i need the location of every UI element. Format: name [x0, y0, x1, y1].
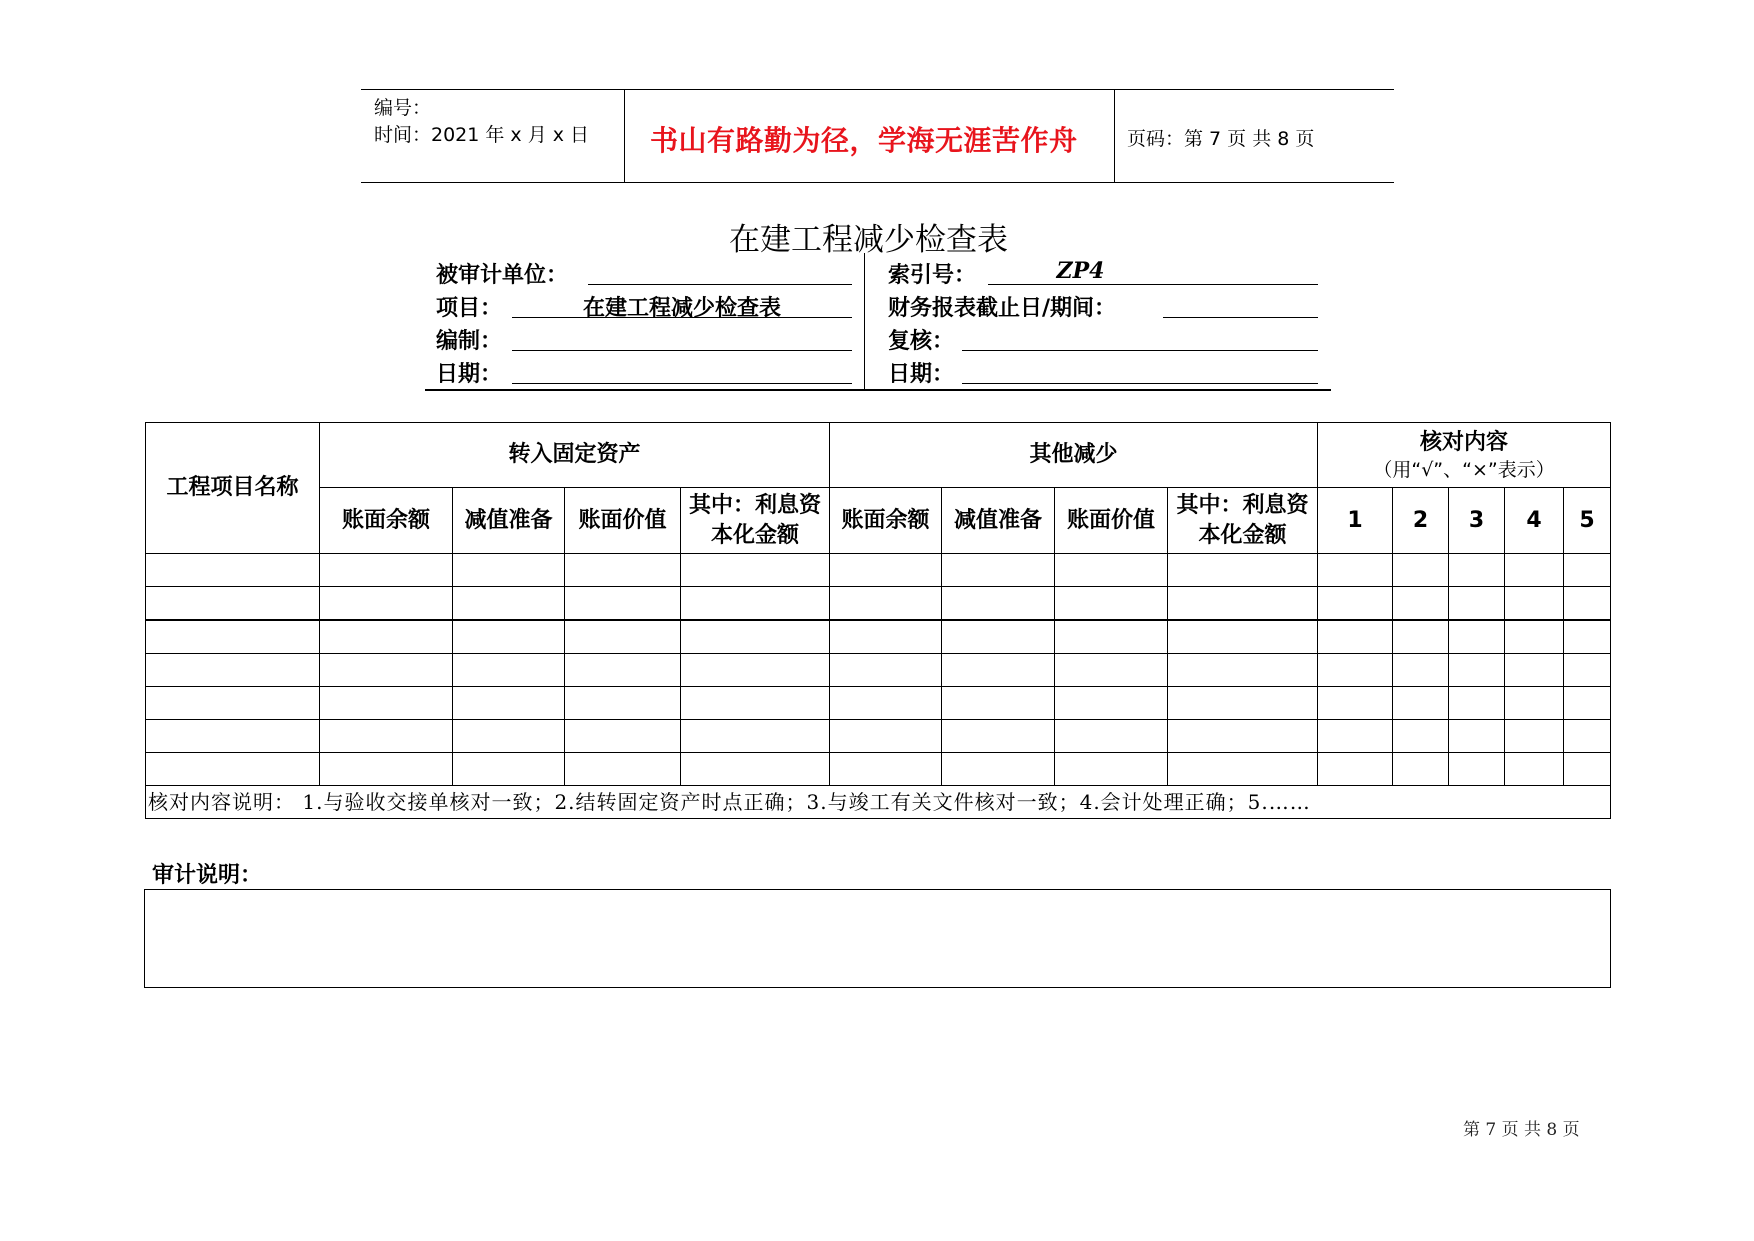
table-cell[interactable] — [320, 620, 453, 654]
table-cell[interactable] — [1449, 654, 1505, 687]
table-cell[interactable] — [681, 687, 830, 720]
table-cell[interactable] — [942, 587, 1055, 621]
table-cell[interactable] — [681, 554, 830, 587]
table-cell[interactable] — [1055, 687, 1168, 720]
table-cell[interactable] — [320, 687, 453, 720]
table-cell[interactable] — [146, 753, 320, 786]
audit-label: 审计说明： — [152, 863, 263, 888]
table-cell[interactable] — [1505, 654, 1564, 687]
table-row — [146, 720, 1611, 753]
header-divider-right — [1114, 89, 1115, 182]
group-check-title: 核对内容 — [1420, 430, 1509, 455]
audited-unit-label: 被审计单位： — [436, 263, 569, 288]
table-cell[interactable] — [681, 753, 830, 786]
table-cell[interactable] — [830, 753, 942, 786]
table-cell[interactable] — [1564, 654, 1611, 687]
table-cell[interactable] — [320, 753, 453, 786]
table-cell[interactable] — [1318, 687, 1393, 720]
table-row — [146, 753, 1611, 786]
table-cell[interactable] — [1449, 753, 1505, 786]
serial-label: 编号： — [374, 97, 432, 119]
table-cell[interactable] — [1564, 587, 1611, 621]
table-cell[interactable] — [320, 720, 453, 753]
table-cell[interactable] — [1449, 554, 1505, 587]
table-cell[interactable] — [565, 620, 681, 654]
table-cell[interactable] — [1168, 554, 1318, 587]
table-cell[interactable] — [830, 687, 942, 720]
audit-text-box[interactable] — [144, 889, 1611, 988]
info-divider — [864, 253, 865, 389]
table-cell[interactable] — [1168, 654, 1318, 687]
prepared-field[interactable] — [512, 350, 852, 351]
table-cell[interactable] — [1564, 554, 1611, 587]
table-cell[interactable] — [681, 654, 830, 687]
subheader-cell: 其中：利息资本化金额 — [1168, 488, 1318, 554]
table-cell[interactable] — [1505, 720, 1564, 753]
review-label: 复核： — [888, 329, 955, 354]
period-field[interactable] — [1163, 317, 1318, 318]
table-cell[interactable] — [830, 720, 942, 753]
table-cell[interactable] — [1449, 620, 1505, 654]
table-cell[interactable] — [146, 587, 320, 621]
date2-label: 日期： — [888, 362, 955, 387]
table-cell[interactable] — [1055, 587, 1168, 621]
table-cell[interactable] — [1055, 753, 1168, 786]
check-number-cell: 3 — [1449, 488, 1505, 554]
table-cell[interactable] — [1055, 620, 1168, 654]
subheader-cell: 账面价值 — [1055, 488, 1168, 554]
table-cell[interactable] — [681, 620, 830, 654]
subheader-cell: 减值准备 — [942, 488, 1055, 554]
table-cell[interactable] — [1393, 554, 1449, 587]
table-cell[interactable] — [1449, 687, 1505, 720]
table-cell[interactable] — [565, 720, 681, 753]
group-check-subtitle: （用“√”、“×”表示） — [1373, 459, 1555, 481]
table-cell[interactable] — [681, 720, 830, 753]
table-cell[interactable] — [1318, 554, 1393, 587]
header-top-rule — [361, 89, 1394, 90]
subheader-cell: 账面余额 — [830, 488, 942, 554]
check-number-cell: 5 — [1564, 488, 1611, 554]
table-cell[interactable] — [1318, 753, 1393, 786]
page-title: 在建工程减少检查表 — [729, 222, 1008, 258]
table-cell[interactable] — [1505, 587, 1564, 621]
motto: 书山有路勤为径，学海无涯苦作舟 — [650, 124, 1078, 157]
group-transfer-header: 转入固定资产 — [320, 423, 830, 488]
date-label: 时间：2021 年 x 月 x 日 — [374, 124, 590, 146]
period-label: 财务报表截止日/期间： — [888, 296, 1117, 321]
table-cell[interactable] — [565, 587, 681, 621]
table-row — [146, 687, 1611, 720]
index-field[interactable] — [988, 284, 1318, 285]
check-number-cell: 1 — [1318, 488, 1393, 554]
check-number-cell: 2 — [1393, 488, 1449, 554]
table-cell[interactable] — [1318, 654, 1393, 687]
table-cell[interactable] — [1505, 753, 1564, 786]
table-cell[interactable] — [1449, 587, 1505, 621]
table-cell[interactable] — [942, 654, 1055, 687]
date1-field[interactable] — [512, 383, 852, 384]
table-cell[interactable] — [1393, 620, 1449, 654]
table-cell[interactable] — [453, 720, 565, 753]
header-divider-left — [624, 89, 625, 182]
table-cell[interactable] — [1318, 587, 1393, 621]
review-field[interactable] — [962, 350, 1318, 351]
table-cell[interactable] — [320, 587, 453, 621]
check-number-cell: 4 — [1505, 488, 1564, 554]
table-cell[interactable] — [942, 753, 1055, 786]
table-cell[interactable] — [1168, 620, 1318, 654]
table-cell[interactable] — [565, 554, 681, 587]
table-cell[interactable] — [1168, 587, 1318, 621]
subheader-cell: 账面价值 — [565, 488, 681, 554]
header-bottom-rule — [361, 182, 1394, 183]
check-table — [145, 422, 1611, 819]
table-row — [146, 620, 1611, 654]
table-cell[interactable] — [146, 620, 320, 654]
table-cell[interactable] — [942, 554, 1055, 587]
table-cell[interactable] — [565, 687, 681, 720]
table-cell[interactable] — [1168, 720, 1318, 753]
project-field[interactable] — [512, 317, 852, 318]
table-cell[interactable] — [146, 687, 320, 720]
page-footer: 第 7 页 共 8 页 — [1463, 1120, 1580, 1140]
project-label: 项目： — [436, 296, 503, 321]
table-cell[interactable] — [942, 620, 1055, 654]
table-cell[interactable] — [453, 654, 565, 687]
date1-label: 日期： — [436, 362, 503, 387]
table-cell[interactable] — [320, 654, 453, 687]
page-label: 页码：第 7 页 共 8 页 — [1127, 128, 1315, 150]
index-label: 索引号： — [888, 263, 977, 288]
table-cell[interactable] — [453, 587, 565, 621]
group-check-header — [1318, 423, 1611, 488]
table-cell[interactable] — [1393, 753, 1449, 786]
info-bottom-rule — [425, 389, 1331, 391]
table-cell[interactable] — [1393, 687, 1449, 720]
prepared-label: 编制： — [436, 329, 503, 354]
table-cell[interactable] — [565, 753, 681, 786]
table-cell[interactable] — [1505, 620, 1564, 654]
table-cell[interactable] — [1505, 687, 1564, 720]
group-other-header: 其他减少 — [830, 423, 1318, 488]
index-value: ZP4 — [1056, 258, 1105, 284]
table-cell[interactable] — [681, 587, 830, 621]
table-row — [146, 654, 1611, 687]
table-cell[interactable] — [1393, 654, 1449, 687]
table-cell[interactable] — [942, 720, 1055, 753]
table-cell[interactable] — [146, 720, 320, 753]
table-cell[interactable] — [1168, 687, 1318, 720]
subheader-cell: 减值准备 — [453, 488, 565, 554]
table-cell[interactable] — [942, 687, 1055, 720]
table-cell[interactable] — [1318, 720, 1393, 753]
table-cell[interactable] — [1449, 720, 1505, 753]
table-cell[interactable] — [453, 620, 565, 654]
table-cell[interactable] — [453, 554, 565, 587]
table-cell[interactable] — [1564, 687, 1611, 720]
table-row — [146, 554, 1611, 587]
table-cell[interactable] — [830, 587, 942, 621]
table-cell[interactable] — [1055, 554, 1168, 587]
table-cell[interactable] — [1393, 587, 1449, 621]
subheader-cell: 账面余额 — [320, 488, 453, 554]
subheader-cell: 其中：利息资本化金额 — [681, 488, 830, 554]
table-cell[interactable] — [320, 554, 453, 587]
table-row — [146, 587, 1611, 621]
table-cell[interactable] — [1393, 720, 1449, 753]
table-body — [146, 554, 1611, 786]
table-cell[interactable] — [1564, 720, 1611, 753]
audited-unit-field[interactable] — [588, 284, 852, 285]
table-cell[interactable] — [830, 620, 942, 654]
table-cell[interactable] — [1564, 753, 1611, 786]
table-cell[interactable] — [830, 654, 942, 687]
col-project-name-header: 工程项目名称 — [146, 423, 320, 554]
table-cell[interactable] — [565, 654, 681, 687]
table-cell[interactable] — [1168, 753, 1318, 786]
table-cell[interactable] — [453, 687, 565, 720]
table-cell[interactable] — [1055, 654, 1168, 687]
project-value: 在建工程减少检查表 — [582, 296, 781, 321]
check-note: 核对内容说明： 1.与验收交接单核对一致；2.结转固定资产时点正确；3.与竣工有关文件核对一致；4.会计处理正确；5.…… — [146, 786, 1611, 819]
table-cell[interactable] — [1564, 620, 1611, 654]
table-cell[interactable] — [1505, 554, 1564, 587]
date2-field[interactable] — [962, 383, 1318, 384]
table-cell[interactable] — [146, 554, 320, 587]
table-cell[interactable] — [1055, 720, 1168, 753]
table-cell[interactable] — [1318, 620, 1393, 654]
table-cell[interactable] — [146, 654, 320, 687]
table-cell[interactable] — [830, 554, 942, 587]
table-cell[interactable] — [453, 753, 565, 786]
